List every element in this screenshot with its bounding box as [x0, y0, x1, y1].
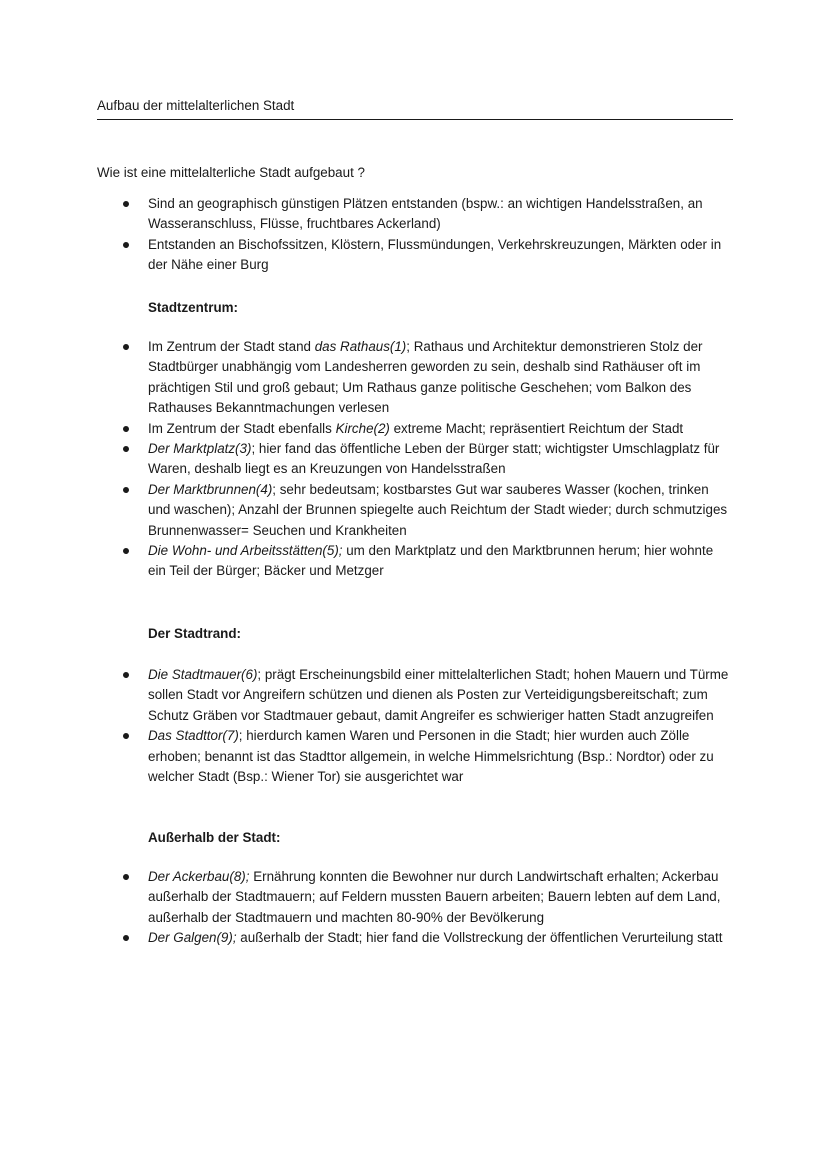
term: Das Stadttor(7): [148, 728, 239, 744]
document-header-title: Aufbau der mittelalterlichen Stadt: [97, 98, 295, 113]
list-item: Im Zentrum der Stadt stand das Rathaus(1); Rathaus und Architektur demonstrieren Stolz der Stadtbürger unabhängig vom Landesherren geworden zu sein, deshalb sind Rathäuser oft im prächtigen Stil und groß gebaut; Um Rathaus ganze politische Geschehen; vom Balkon des Rathauses Bekanntmachungen verlesen: [0, 337, 732, 419]
list-item: Der Marktplatz(3); hier fand das öffentliche Leben der Bürger statt; wichtigster Umschlagplatz für Waren, deshalb liegt es an Kreuzungen von Handelsstraßen: [0, 439, 732, 480]
list-item: Die Stadtmauer(6); prägt Erscheinungsbild einer mittelalterlichen Stadt; hohen Mauern und Türme sollen Stadt vor Angreifern schützen und dienen als Posten zur Verteidigungsbereitschaft; zum Schutz Gräben vor Stadtmauer gebaut, damit Angreifer es schwieriger hatten Stadt anzugreifen: [0, 665, 732, 726]
term: Die Stadtmauer(6): [148, 667, 258, 682]
term: Der Marktplatz(3): [148, 441, 252, 457]
section-heading-ausserhalb: Außerhalb der Stadt:: [148, 830, 281, 845]
list-item: Der Ackerbau(8); Ernährung konnten die Bewohner nur durch Landwirtschaft erhalten; Ackerbau außerhalb der Stadtmauern; auf Feldern mussten Bauern arbeiten; Bauern lebten auf dem Land, außerhalb der Stadtmauern und machten 80-90% der Bevölkerung: [0, 867, 732, 928]
list-item: Entstanden an Bischofssitzen, Klöstern, Flussmündungen, Verkehrskreuzungen, Märkten oder in der Nähe einer Burg: [0, 235, 732, 276]
main-question: Wie ist eine mittelalterliche Stadt aufgebaut ?: [97, 165, 365, 180]
header-divider: [97, 119, 733, 120]
list-item: Der Galgen(9); außerhalb der Stadt; hier fand die Vollstreckung der öffentlichen Verurteilung statt: [0, 928, 732, 948]
stadtrand-list: [0, 665, 732, 787]
list-item: Die Wohn- und Arbeitsstätten(5); um den Marktplatz und den Marktbrunnen herum; hier wohnte ein Teil der Bürger; Bäcker und Metzger: [0, 541, 732, 582]
section-heading-stadtzentrum: Stadtzentrum:: [148, 300, 239, 315]
ausserhalb-list: [0, 867, 732, 949]
term: Die Wohn- und Arbeitsstätten(5);: [148, 543, 343, 559]
term: Kirche(2): [335, 420, 390, 436]
list-item: Im Zentrum der Stadt ebenfalls Kirche(2) extreme Macht; repräsentiert Reichtum der Stadt: [0, 419, 732, 439]
term: Der Galgen(9);: [148, 930, 237, 946]
term: Der Marktbrunnen(4): [148, 481, 273, 497]
list-item: Sind an geographisch günstigen Plätzen entstanden (bspw.: an wichtigen Handelsstraßen, an Wasseranschluss, Flüsse, fruchtbares Ackerland): [0, 194, 732, 235]
term: das Rathaus(1): [314, 339, 407, 354]
stadtzentrum-list: [0, 337, 732, 582]
section-heading-stadtrand: Der Stadtrand:: [148, 626, 242, 641]
list-item: Das Stadttor(7); hierdurch kamen Waren und Personen in die Stadt; hier wurden auch Zölle erhoben; benannt ist das Stadttor allgemein, in welche Himmelsrichtung (Bsp.: Nordtor) oder zu welcher Stadt (Bsp.: Wiener Tor) sie ausgerichtet war: [0, 726, 732, 787]
intro-list: [0, 194, 732, 276]
term: Der Ackerbau(8);: [148, 869, 250, 884]
list-item: Der Marktbrunnen(4); sehr bedeutsam; kostbarstes Gut war sauberes Wasser (kochen, trinken und waschen); Anzahl der Brunnen spiegelte auch Reichtum der Stadt wieder; durch schmutziges Brunnenwasser= Seuchen und Krankheiten: [0, 480, 732, 541]
